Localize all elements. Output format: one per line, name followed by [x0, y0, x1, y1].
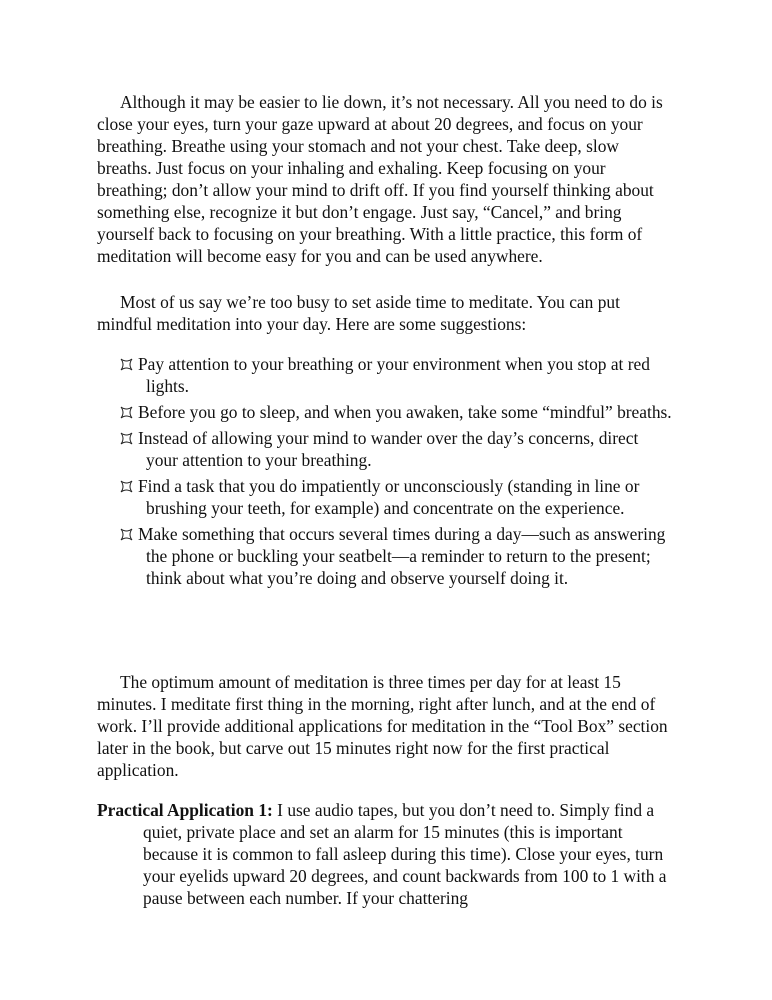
list-item [118, 475, 673, 519]
paragraph-suggestions-intro: Most of us say we’re too busy to set aside time to meditate. You can put mindful meditation into your day. Here are some suggestions: [97, 292, 620, 334]
paragraph-meditation-intro: Although it may be easier to lie down, it’s not necessary. All you need to do is close your eyes, turn your gaze upward at about 20 degrees, and focus on your breathing. Breathe using your stomach and not your chest. Take deep, slow breaths. Just focus on your inhaling and exhaling. Keep focusing on your breathing; don’t allow your mind to drift off. If you find yourself thinking about something else, recognize it but don’t engage. Just say, “Cancel,” and bring yourself back to focusing on your breathing. With a little practice, this form of meditation will become easy for you and can be used anywhere. [97, 92, 663, 266]
list-item-text: Make something that occurs several times during a day—such as answering the phone or buckling your seatbelt—a reminder to return to the present; think about what you’re doing and observe yourself doing it. [138, 524, 666, 588]
list-item [118, 353, 673, 397]
ornament-square-bullet-icon [120, 528, 133, 541]
ornament-square-bullet-icon [120, 406, 133, 419]
list-item [118, 401, 673, 423]
ornament-square-bullet-icon [120, 432, 133, 445]
ornament-square-bullet-icon [120, 358, 133, 371]
list-item-text: Pay attention to your breathing or your environment when you stop at red lights. [138, 354, 650, 396]
list-item-text: Before you go to sleep, and when you awaken, take some “mindful” breaths. [138, 402, 672, 422]
practical-application-paragraph [97, 799, 677, 909]
list-item-text: Find a task that you do impatiently or unconsciously (standing in line or brushing your teeth, for example) and concentrate on the experience. [138, 476, 640, 518]
list-item [118, 523, 673, 589]
list-item [118, 427, 673, 471]
paragraph-optimum-amount: The optimum amount of meditation is three times per day for at least 15 minutes. I meditate first thing in the morning, right after lunch, and at the end of work. I’ll provide additional applications for meditation in the “Tool Box” section later in the book, but carve out 15 minutes right now for the first practical application. [97, 672, 668, 780]
practical-application-label: Practical Application 1: [97, 800, 273, 820]
practical-application-text: I use audio tapes, but you don’t need to. Simply find a quiet, private place and set an alarm for 15 minutes (this is important because it is common to fall asleep during this time). Close your eyes, turn your eyelids upward 20 degrees, and count backwards from 100 to 1 with a pause between each number. If your chattering [143, 800, 667, 908]
ornament-square-bullet-icon [120, 480, 133, 493]
suggestions-list [118, 353, 673, 593]
list-item-text: Instead of allowing your mind to wander over the day’s concerns, direct your attention to your breathing. [138, 428, 639, 470]
